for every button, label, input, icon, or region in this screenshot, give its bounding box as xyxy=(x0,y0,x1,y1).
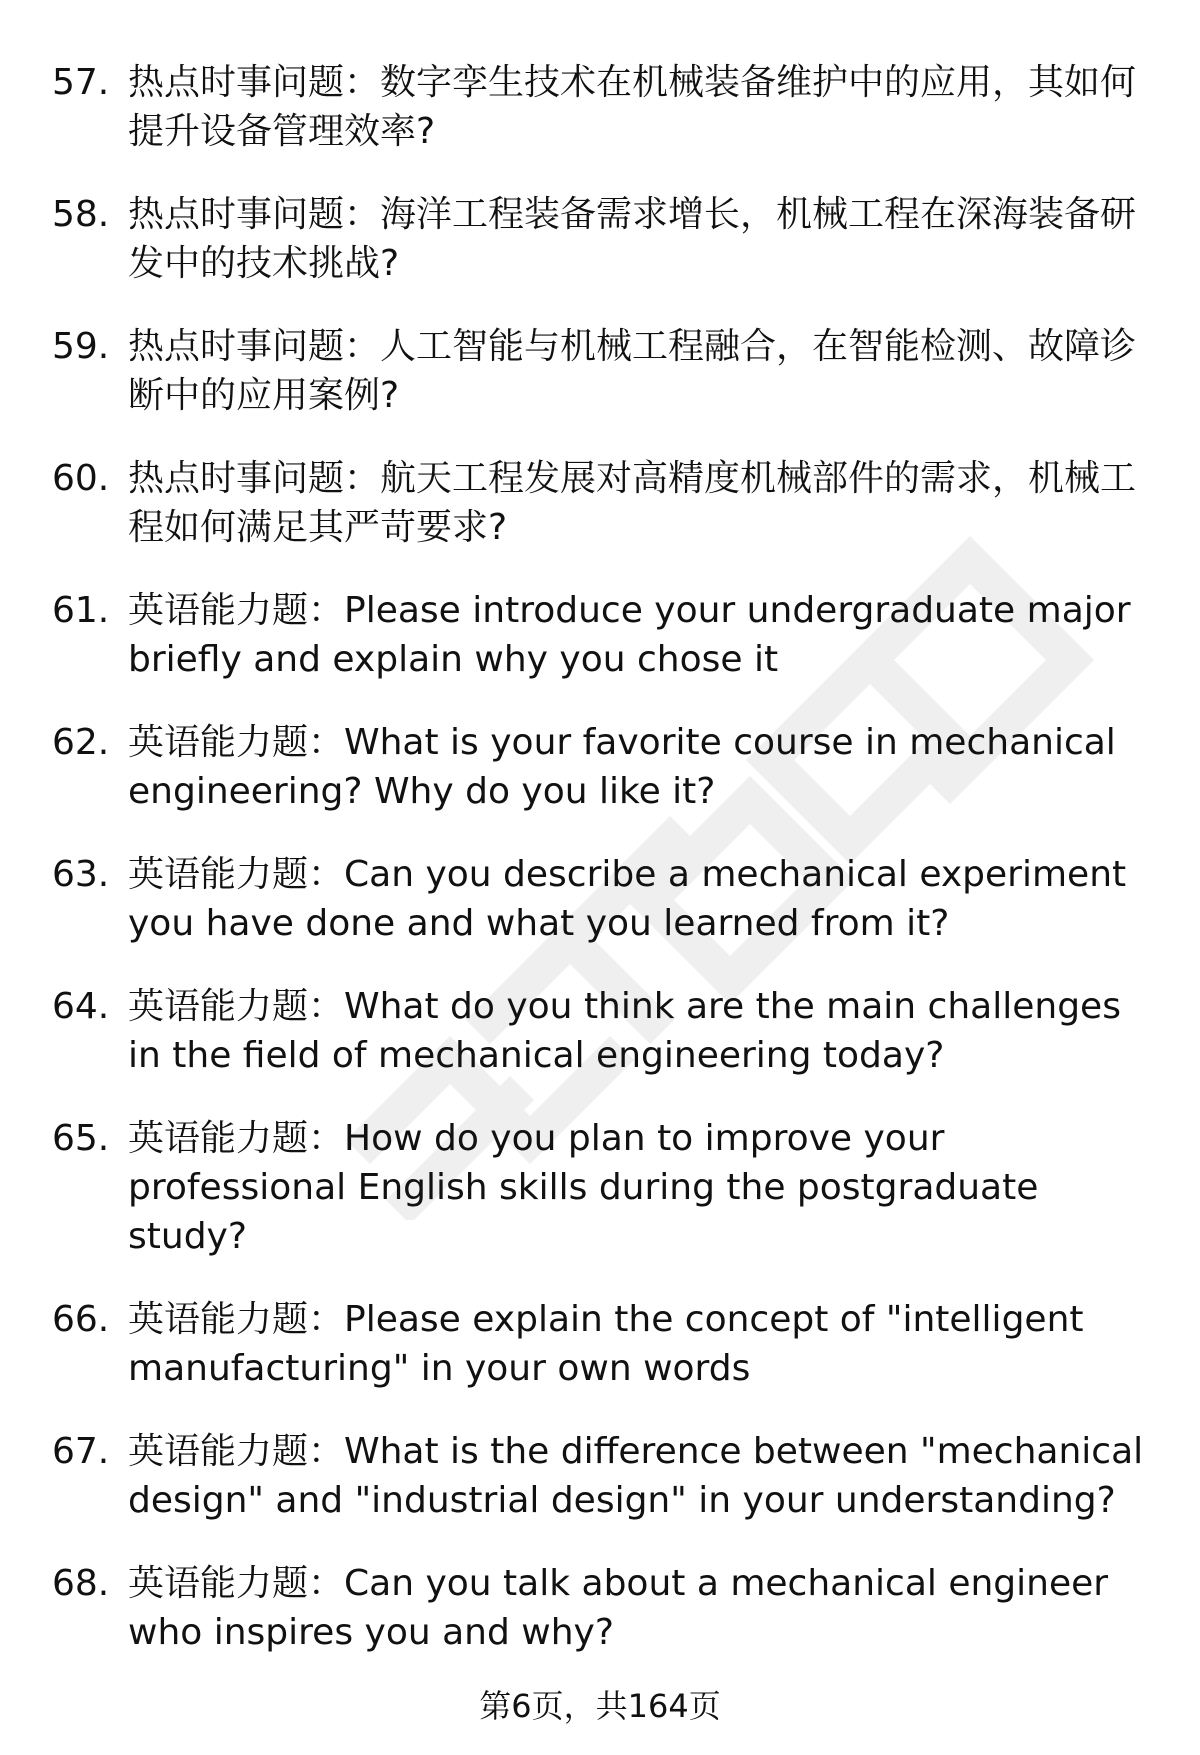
question-text: 热点时事问题：数字孪生技术在机械装备维护中的应用，其如何提升设备管理效率? xyxy=(128,62,1137,152)
question-number: 65. xyxy=(52,1118,110,1159)
question-text: 英语能力题：What is the difference between "mechanical design" and "industrial design" in your understanding? xyxy=(128,1431,1144,1521)
question-number-cell xyxy=(0,850,128,899)
question-number-cell xyxy=(0,454,128,503)
question-number: 58. xyxy=(52,194,110,235)
question-list xyxy=(0,58,1200,1691)
page-number: 第6页，共164页 xyxy=(479,1687,721,1725)
question-number: 62. xyxy=(52,722,110,763)
question-item xyxy=(0,982,1200,1080)
question-number-cell xyxy=(0,586,128,635)
question-item xyxy=(0,1114,1200,1261)
question-text: 热点时事问题：海洋工程装备需求增长，机械工程在深海装备研发中的技术挑战? xyxy=(128,194,1137,284)
question-item xyxy=(0,850,1200,948)
question-number-cell xyxy=(0,982,128,1031)
question-text: 英语能力题：Can you describe a mechanical experiment you have done and what you learned from it? xyxy=(128,854,1127,944)
question-number-cell xyxy=(0,190,128,239)
question-number-cell xyxy=(0,718,128,767)
question-number: 57. xyxy=(52,62,110,103)
question-item xyxy=(0,1427,1200,1525)
question-item xyxy=(0,586,1200,684)
question-number: 67. xyxy=(52,1431,110,1472)
question-item xyxy=(0,1559,1200,1657)
question-text: 英语能力题：How do you plan to improve your professional English skills during the postgraduate study? xyxy=(128,1118,1039,1257)
question-number-cell xyxy=(0,322,128,371)
question-number: 61. xyxy=(52,590,110,631)
question-number-cell xyxy=(0,1559,128,1608)
question-item xyxy=(0,454,1200,552)
question-number: 68. xyxy=(52,1563,110,1604)
question-number-cell xyxy=(0,1427,128,1476)
question-text: 英语能力题：Can you talk about a mechanical engineer who inspires you and why? xyxy=(128,1563,1109,1653)
question-text: 英语能力题：What do you think are the main challenges in the field of mechanical engineering today? xyxy=(128,986,1121,1076)
question-text: 热点时事问题：航天工程发展对高精度机械部件的需求，机械工程如何满足其严苛要求? xyxy=(128,458,1137,548)
question-number-cell xyxy=(0,58,128,107)
question-text: 英语能力题：What is your favorite course in mechanical engineering? Why do you like it? xyxy=(128,722,1116,812)
question-number-cell xyxy=(0,1295,128,1344)
question-number: 60. xyxy=(52,458,110,499)
question-text: 热点时事问题：人工智能与机械工程融合，在智能检测、故障诊断中的应用案例? xyxy=(128,326,1137,416)
question-number: 64. xyxy=(52,986,110,1027)
question-text: 英语能力题：Please introduce your undergraduate major briefly and explain why you chose it xyxy=(128,590,1131,680)
question-number-cell xyxy=(0,1114,128,1163)
question-number: 66. xyxy=(52,1299,110,1340)
question-item xyxy=(0,322,1200,420)
question-item xyxy=(0,58,1200,156)
question-number: 59. xyxy=(52,326,110,367)
question-number: 63. xyxy=(52,854,110,895)
question-item xyxy=(0,190,1200,288)
question-item xyxy=(0,718,1200,816)
question-item xyxy=(0,1295,1200,1393)
question-text: 英语能力题：Please explain the concept of "intelligent manufacturing" in your own words xyxy=(128,1299,1084,1389)
